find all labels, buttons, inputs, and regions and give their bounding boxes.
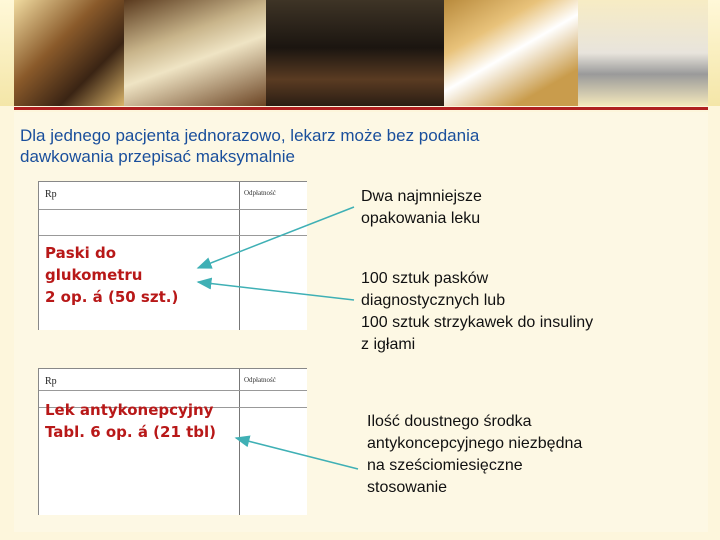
note-line: 100 sztuk strzykawek do insuliny [361,314,594,331]
arrow-connector-icon [198,282,354,300]
note-line: Dwa najmniejsze [361,188,482,205]
prescription-line: Lek antykonepcyjny [45,401,214,419]
arrow-connector-icon [236,438,358,469]
arrow-connector-icon [198,207,354,268]
rp-label: Rp [45,376,57,387]
note-line: stosowanie [367,479,448,496]
note-line: na sześciomiesięczne [367,457,523,474]
payment-column-label: Odpłatność [244,189,276,197]
heading-line-1: Dla jednego pacjenta jednorazowo, lekarz może bez podania [20,126,480,145]
prescription-line: Tabl. 6 op. á (21 tbl) [45,423,217,441]
note-line: Ilość doustnego środka [367,413,532,430]
prescription-line: 2 op. á (50 szt.) [45,288,179,306]
note-line: antykoncepcyjnego niezbędna [367,435,583,452]
note-line: z igłami [361,336,416,353]
prescription-line: glukometru [45,266,143,284]
rp-label: Rp [45,189,57,200]
payment-column-label: Odpłatność [244,376,276,384]
note-line: opakowania leku [361,210,481,227]
note-line: diagnostycznych lub [361,292,506,309]
heading-line-2: dawkowania przepisać maksymalnie [20,147,295,166]
prescription-line: Paski do [45,244,117,262]
note-line: 100 sztuk pasków [361,270,489,287]
